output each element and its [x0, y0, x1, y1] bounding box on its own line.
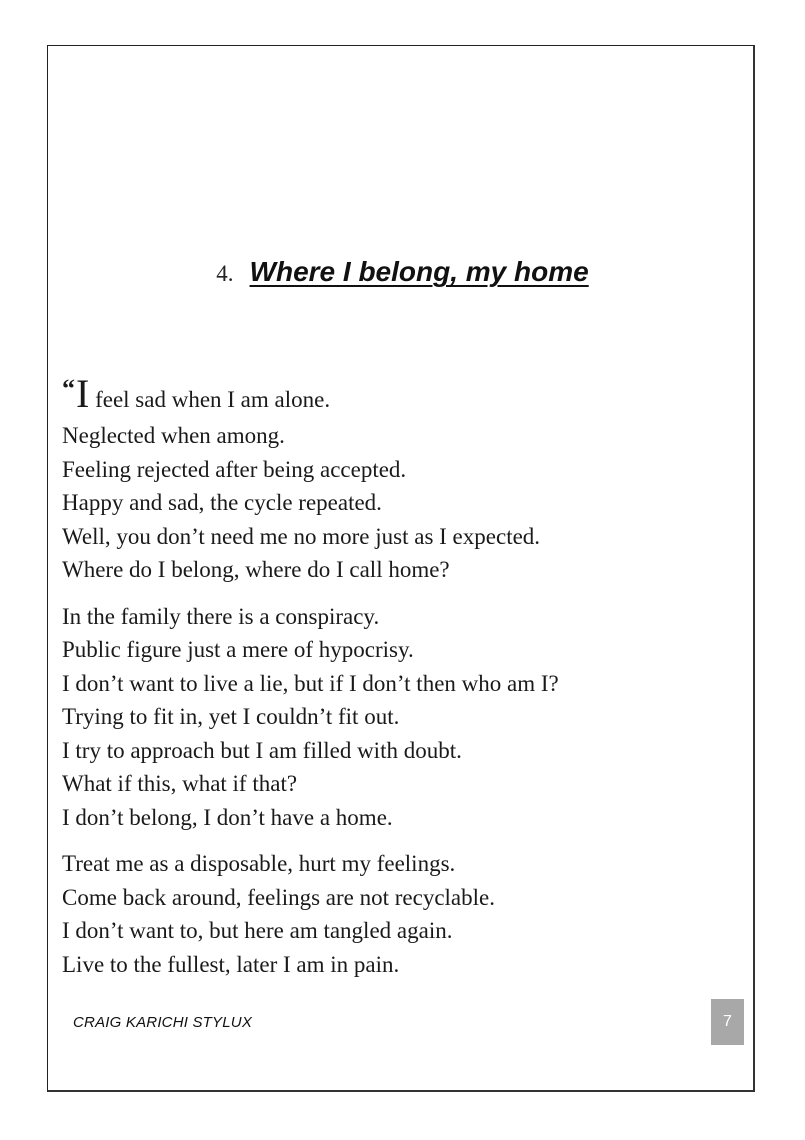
poem-line: Trying to fit in, yet I couldn’t fit out. [62, 704, 400, 729]
poem-line: Feeling rejected after being accepted. [62, 456, 407, 482]
poem-line: Well, you don’t need me no more just as I expected. [62, 523, 541, 549]
poem-line: In the family there is a conspiracy. [62, 603, 380, 629]
poem-line: Come back around, feelings are not recyclable. [62, 884, 495, 910]
poem-line: I don’t belong, I don’t have a home. [62, 804, 393, 830]
poem-line: Where do I belong, where do I call home? [62, 557, 450, 582]
poem-number: 4. [216, 261, 234, 286]
opening-quote-mark: “ [62, 374, 75, 403]
poem-first-line [62, 370, 742, 419]
page-number-badge [711, 999, 744, 1045]
poem-body [62, 370, 742, 994]
page-number: 7 [723, 1013, 732, 1030]
poem-line: What if this, what if that? [62, 771, 298, 796]
first-line-text: feel sad when I am alone. [89, 387, 331, 412]
stanza-2 [62, 600, 742, 835]
drop-cap-letter: I [76, 371, 90, 416]
poem-title: Where I belong, my home [249, 256, 589, 287]
poem-line: Neglected when among. [62, 423, 285, 448]
poem-heading [0, 256, 805, 288]
stanza-3 [62, 847, 742, 981]
poem-line: I try to approach but I am filled with doubt. [62, 737, 462, 763]
poem-line: I don’t want to live a lie, but if I don’t then who am I? [62, 670, 559, 696]
footer-author: CRAIG KARICHI STYLUX [73, 1014, 253, 1031]
stanza-1 [62, 370, 742, 587]
poem-line: Treat me as a disposable, hurt my feelings. [62, 851, 456, 876]
poem-line: I don’t want to, but here am tangled again. [62, 918, 453, 943]
poem-line: Public figure just a mere of hypocrisy. [62, 637, 414, 662]
poem-line: Happy and sad, the cycle repeated. [62, 490, 382, 515]
poem-line: Live to the fullest, later I am in pain. [62, 951, 400, 977]
